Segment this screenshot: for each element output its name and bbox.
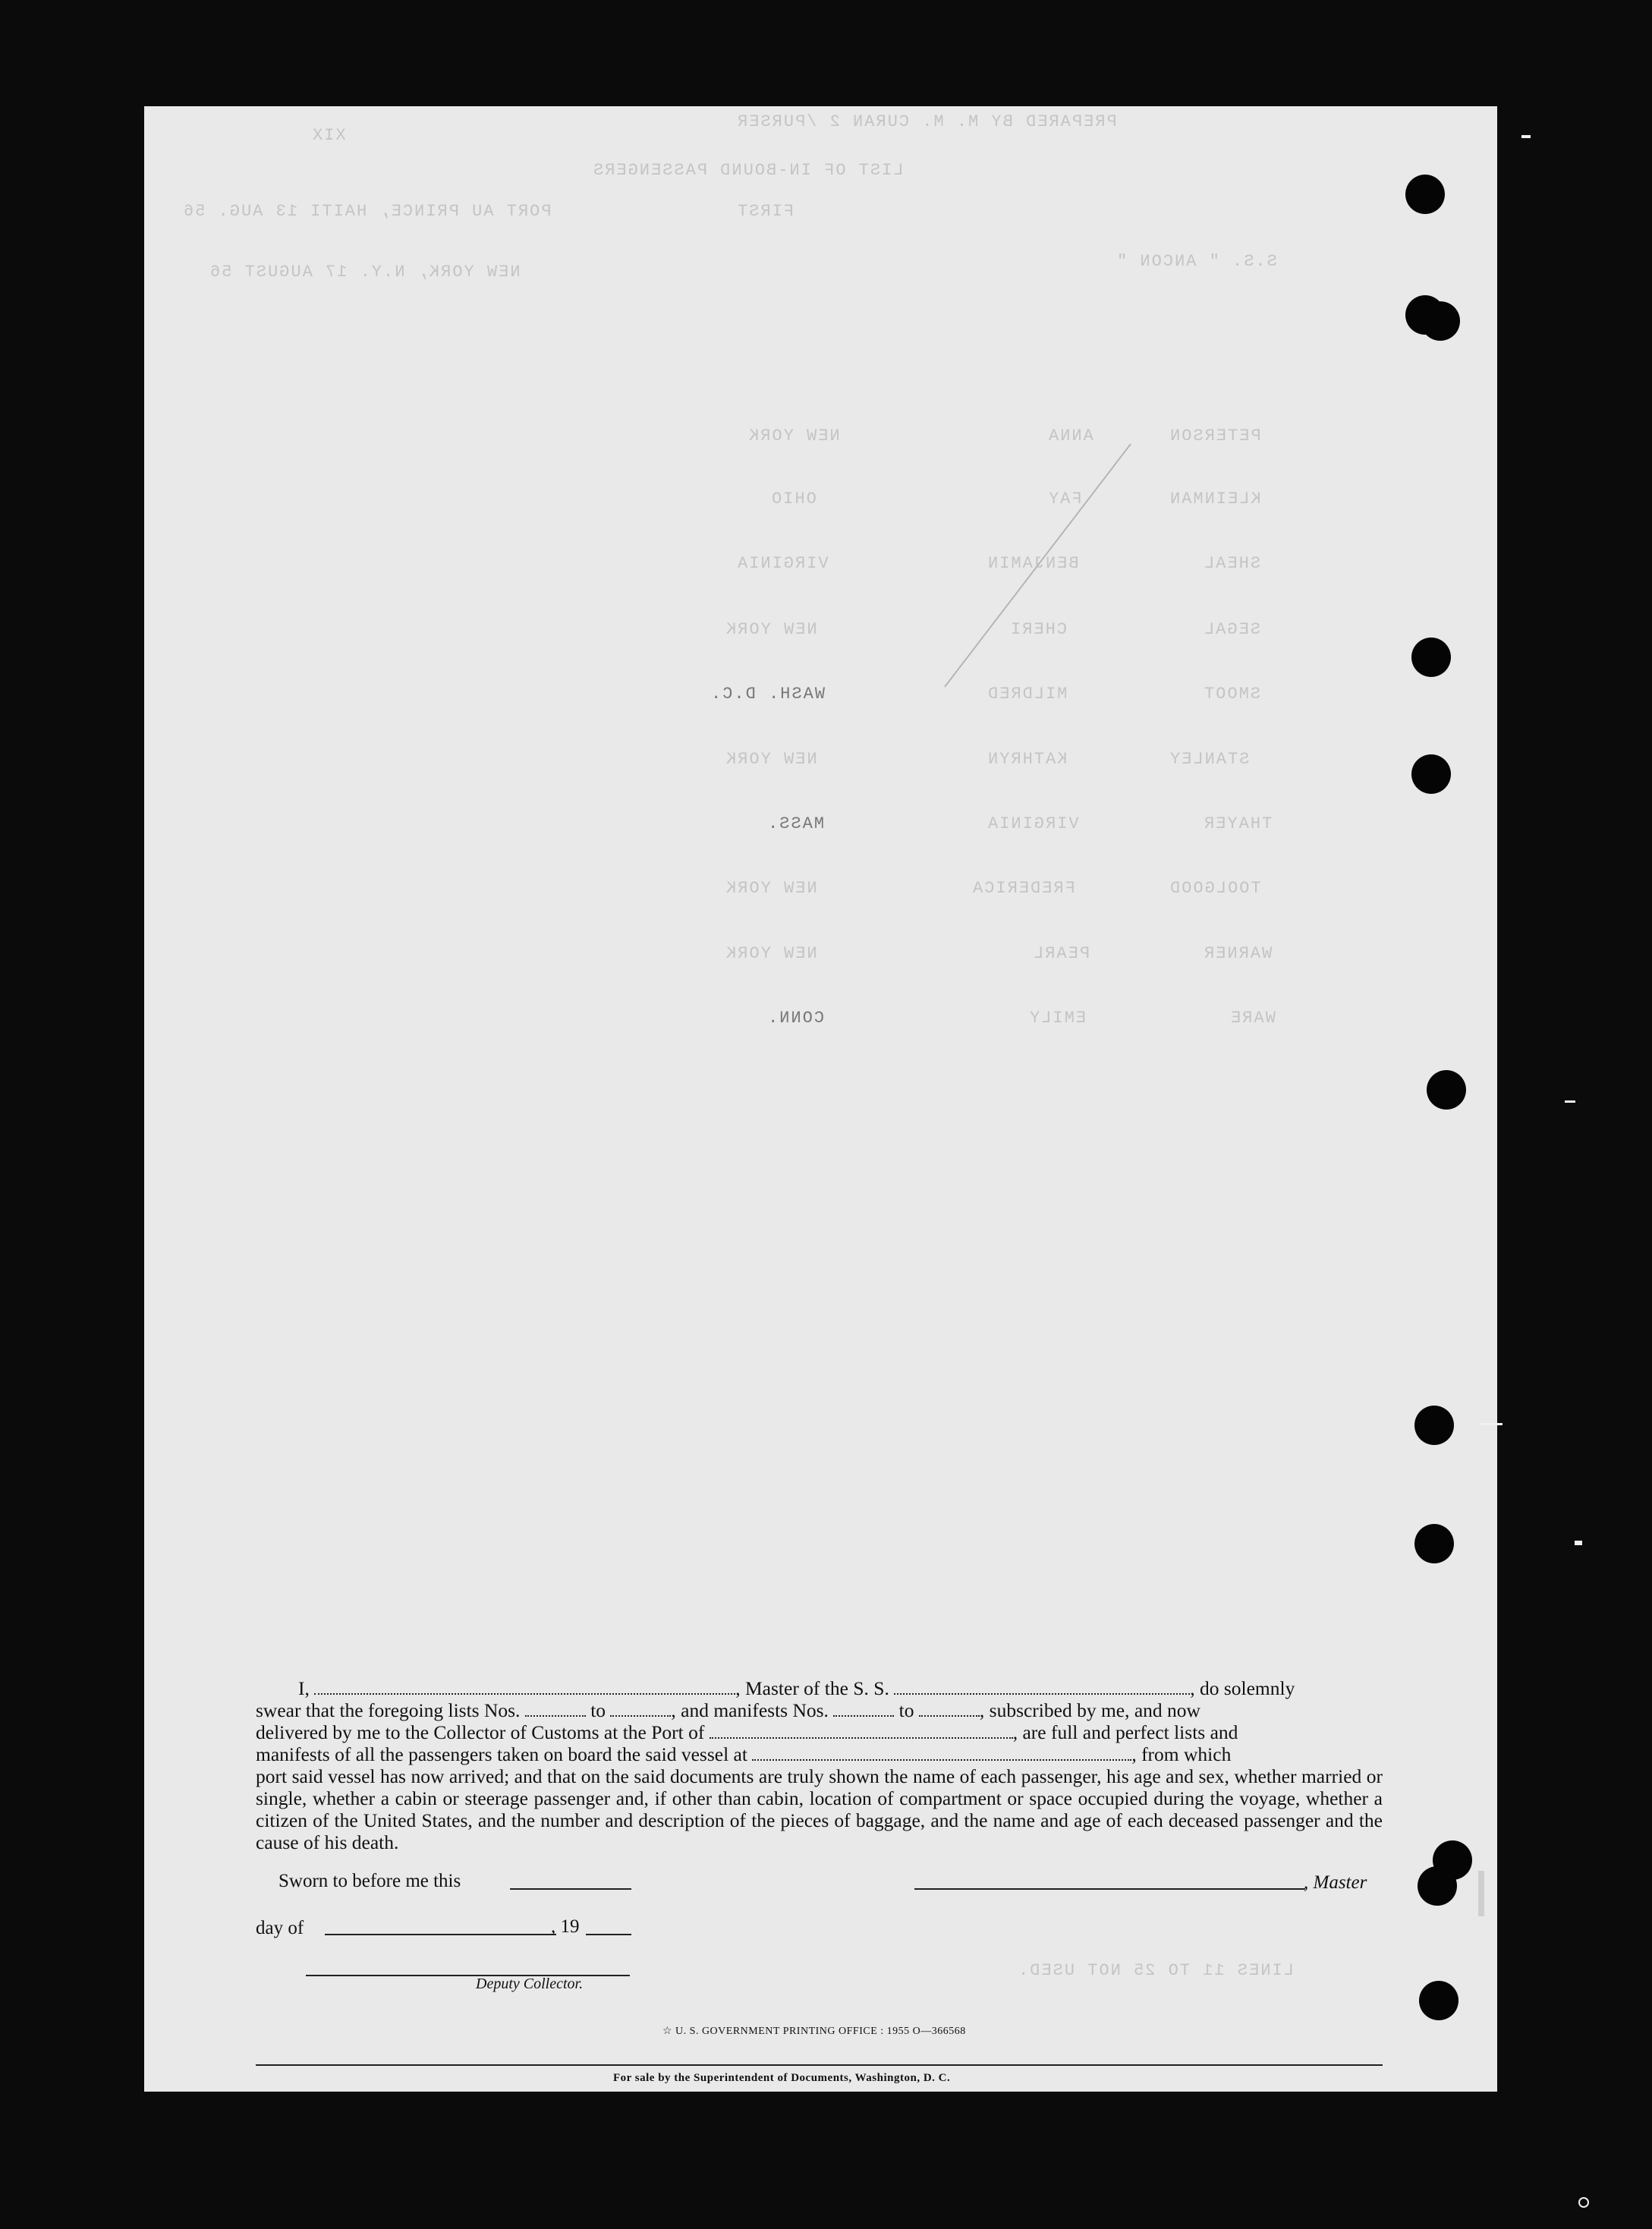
bleed-row-name: SHEAL (1203, 554, 1261, 573)
deputy-label: Deputy Collector. (476, 1976, 584, 1992)
bleed-row-state: NEW YORK (747, 427, 840, 445)
bleed-row-name: TOOLGOOD (1169, 879, 1261, 898)
bleed-footer: LINES 11 TO 25 NOT USED. (1017, 1961, 1294, 1980)
bleed-row-state: MASS. (766, 814, 825, 833)
ship-name-blank[interactable] (894, 1680, 1190, 1695)
scan-mark (1565, 1100, 1575, 1103)
bleed-row-first: PEARL (1032, 944, 1090, 963)
punch-hole (1411, 638, 1451, 677)
bleed-row-state: WASH. D.C. (710, 685, 826, 704)
punch-hole (1414, 1524, 1454, 1563)
bleed-row-first: MILDRED (986, 685, 1068, 704)
bleed-row-first: FREDERICA (971, 879, 1075, 898)
manifest-to-blank[interactable] (919, 1702, 980, 1717)
bleed-row-state: OHIO (770, 490, 817, 508)
manifest-from-blank[interactable] (833, 1702, 894, 1717)
bleed-row-first: KATHRYN (986, 750, 1068, 769)
day-line[interactable] (325, 1934, 556, 1935)
sworn-date-line[interactable] (510, 1888, 631, 1890)
oath-line-3: delivered by me to the Collector of Customs at the Port of , are full and perfect lists and (256, 1721, 1238, 1743)
departure-port-blank[interactable] (752, 1746, 1131, 1761)
bleed-row-name: SMOOT (1203, 685, 1261, 704)
bleed-row-first: VIRGINIA (986, 814, 1079, 833)
bleed-header-1: PREPARED BY M. M. CURAN 2 /PURSER (736, 112, 1117, 131)
scan-mark (1521, 135, 1531, 138)
scan-mark (1578, 2197, 1589, 2208)
punch-hole (1418, 1866, 1457, 1906)
oath-statement (256, 1677, 1383, 1853)
bleed-header-5: S.S. " ANCON " (1115, 252, 1277, 271)
oath-line-2: swear that the foregoing lists Nos. to , and manifests Nos. to , subscribed by me, and now (256, 1699, 1200, 1721)
bleed-row-first: BENJAMIN (986, 554, 1079, 573)
punch-hole (1411, 754, 1451, 794)
bleed-row-state: NEW YORK (725, 879, 817, 898)
bleed-row-name: PETERSON (1169, 427, 1261, 445)
bleed-row-first: EMILY (1028, 1009, 1087, 1028)
edge-mark (1478, 1871, 1484, 1916)
footer-rule (256, 2064, 1383, 2066)
bleed-header-2: LIST OF IN-BOUND PASSENGERS (592, 161, 904, 180)
bleed-header-3: FIRST (736, 202, 795, 221)
oath-line-4: manifests of all the passengers taken on board the said vessel at , from which (256, 1743, 1232, 1765)
master-signature-line[interactable] (914, 1888, 1305, 1890)
gpo-imprint: ☆ U. S. GOVERNMENT PRINTING OFFICE : 1955 O—366568 (662, 2026, 966, 2037)
punch-hole (1419, 1981, 1458, 2020)
bleed-row-state: NEW YORK (725, 620, 817, 639)
bleed-row-state: NEW YORK (725, 750, 817, 769)
bleed-row-first: FAY (1047, 490, 1082, 508)
bleed-row-name: WARNER (1203, 944, 1273, 963)
year-line[interactable] (586, 1934, 631, 1935)
day-of-label: day of (256, 1918, 304, 1938)
bleed-row-first: CHERI (1009, 620, 1068, 639)
bleed-row-state: NEW YORK (725, 944, 817, 963)
master-name-blank[interactable] (314, 1680, 735, 1695)
bleed-header-4: PORT AU PRINCE, HAITI 13 AUG. 56 (182, 202, 552, 221)
scan-mark (1575, 1541, 1582, 1545)
punch-hole (1414, 1406, 1454, 1445)
scan-mark (1480, 1423, 1503, 1425)
bleed-row-name: THAYER (1203, 814, 1273, 833)
punch-hole (1405, 175, 1445, 214)
bleed-row-state: CONN. (766, 1009, 825, 1028)
bleed-row-name: SEGAL (1203, 620, 1261, 639)
sworn-label: Sworn to before me this (278, 1871, 461, 1891)
bleed-row-name: STANLEY (1169, 750, 1250, 769)
punch-hole (1427, 1070, 1466, 1110)
bleed-header-7: XIX (311, 126, 346, 145)
port-blank[interactable] (710, 1724, 1013, 1739)
bleed-row-state: VIRGINIA (736, 554, 829, 573)
list-from-blank[interactable] (525, 1702, 586, 1717)
oath-line-1: I, , Master of the S. S. , do solemnly (298, 1677, 1295, 1699)
sale-note: For sale by the Superintendent of Documents, Washington, D. C. (613, 2072, 951, 2084)
list-to-blank[interactable] (610, 1702, 671, 1717)
bleed-row-name: KLEINMAN (1169, 490, 1261, 508)
pen-stroke (941, 440, 1138, 691)
punch-hole (1421, 301, 1460, 341)
master-label: , Master (1304, 1872, 1367, 1893)
bleed-row-first: ANNA (1047, 427, 1093, 445)
bleed-header-6: NEW YORK, N.Y. 17 AUGUST 56 (209, 263, 521, 282)
bleed-row-name: WARE (1229, 1009, 1276, 1028)
year-label: , 19 (551, 1916, 580, 1937)
oath-body: port said vessel has now arrived; and that on the said documents are truly shown the name of each passenger, his age and sex, whether married or single, whether a cabin or steerage passenger and, if other than cabin, location of compartment or space occupied during the voyage, whether a citizen of the United States, and the number and description of the pieces of baggage, and the name and age of each deceased passenger and the cause of his death. (256, 1765, 1383, 1853)
